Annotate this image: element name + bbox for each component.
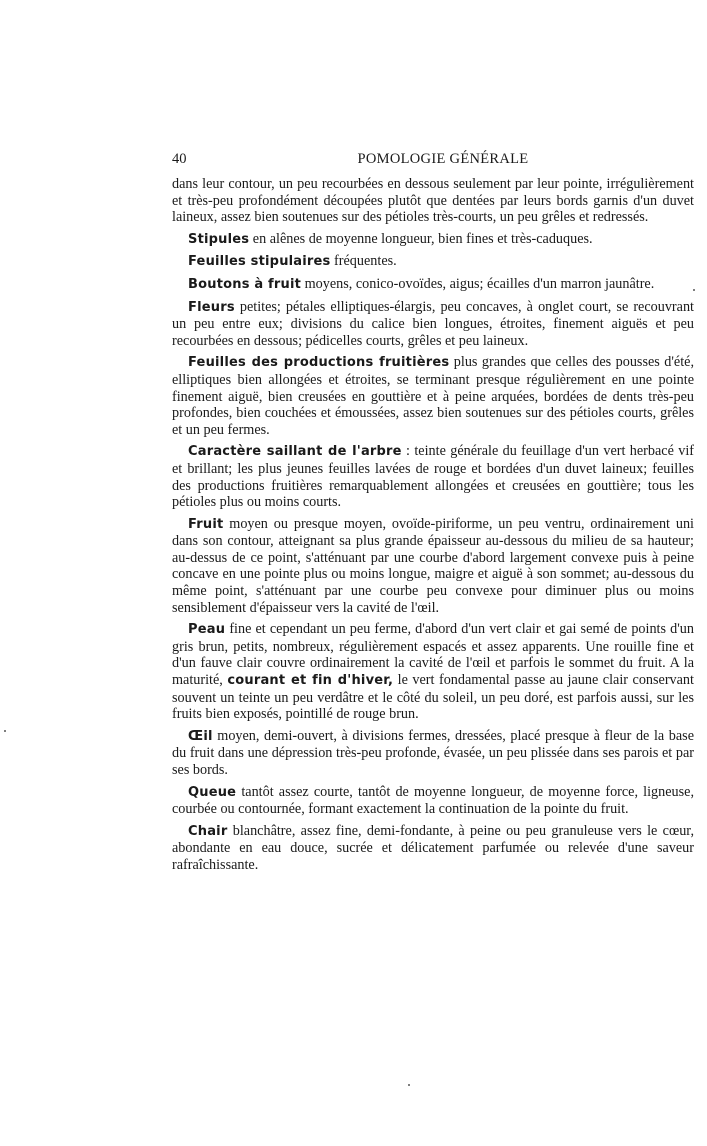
paragraph-fleurs (172, 299, 694, 350)
paragraph-text: dans leur contour, un peu recourbées en dessous seulement par leur pointe, irrégulièrement et très-peu profondément découpées plutôt que dentées par leurs bords garnis d'un duvet laineux, assez bien soutenues sur des pétioles très-courts, un peu grêles et redressés. (172, 176, 694, 226)
running-title: POMOLOGIE GÉNÉRALE (357, 151, 529, 167)
print-speck (693, 289, 695, 291)
term-chair: Chair (188, 823, 228, 839)
term-fleurs: Fleurs (188, 299, 235, 315)
term-feuilles-stipulaires: Feuilles stipulaires (188, 254, 331, 270)
paragraph-caractere (172, 443, 694, 510)
paragraph-text: fréquentes. (330, 253, 397, 270)
page-number: 40 (172, 151, 187, 167)
term-fruit: Fruit (188, 516, 224, 532)
paragraph-feuilles-productions (172, 354, 694, 438)
paragraph-chair (172, 823, 694, 874)
paragraph-text: moyen ou presque moyen, ovoïde-piriforme, un peu ventru, ordinairement uni dans son contour, atteignant sa plus grande épaisseur au-dessous du milieu de sa hauteur; au-dessus de ce point, s'atténuant par une courbe d'abord largement convexe puis à peine concave en une pointe plus ou moins longue, maigre et aiguë à son sommet; au-dessous du même point, s'atténuant par une courbe peu convexe pour diminuer plus ou moins sensiblement d'épaisseur vers la cavité de l'œil. (172, 515, 694, 616)
paragraph-peau (172, 621, 694, 723)
term-peau: Peau (188, 622, 226, 638)
paragraph-fruit (172, 516, 694, 617)
paragraph-boutons-a-fruit (172, 276, 694, 294)
term-queue: Queue (188, 784, 237, 800)
paragraph-text: moyens, conico-ovoïdes, aigus; écailles d'un marron jaunâtre. (301, 275, 655, 292)
paragraph-queue (172, 784, 694, 818)
paragraph-text: le vert fondamental passe au jaune clair conservant souvent un teinte un peu verdâtre et le côté du soleil, un peu doré, est parfois aussi, sur les fruits bien exposés, pointillé de rouge brun. (172, 672, 694, 723)
term-maturite: courant et fin d'hiver, (227, 673, 394, 689)
paragraph-text: tantôt assez courte, tantôt de moyenne longueur, de moyenne force, ligneuse, courbée ou contournée, formant exactement la continuation de la pointe du fruit. (172, 783, 694, 818)
term-caractere: Caractère saillant de l'arbre (188, 444, 402, 460)
print-speck (408, 1084, 410, 1086)
paragraph-stipules (172, 231, 694, 249)
paragraph-text: moyen, demi-ouvert, à divisions fermes, dressées, placé presque à fleur de la base du fruit dans une dépression très-peu profonde, évasée, un peu plissée dans ses parois et par ses bords. (172, 727, 694, 778)
paragraph-text: petites; pétales elliptiques-élargis, peu concaves, à onglet court, se recouvrant un peu entre eux; divisions du calice bien longues, étroites, finement aiguës et peu recourbées en dessous; pédicelles courts, grêles et peu laineux. (172, 298, 694, 349)
paragraph-text: : teinte générale du feuillage d'un vert herbacé vif et brillant; les plus jeunes feuilles lavées de rouge et bordées d'un duvet laineux; feuilles des productions fruitières remarquablement allongées et creusées en gouttière; tous les pétioles plus ou moins courts. (172, 443, 694, 511)
paragraph-text: plus grandes que celles des pousses d'été, elliptiques bien allongées et étroites, se terminant presque régulièrement en une pointe finement aiguë, bien creusées en gouttière et à peine arquées, bordées de dents très-peu profondes, bien couchées et émoussées, assez bien soutenues sur des pétioles courts, grêles et un peu fermes. (172, 354, 695, 438)
term-feuilles-productions: Feuilles des productions fruitières (188, 355, 450, 371)
print-speck (4, 730, 6, 732)
paragraph-text: fine et cependant un peu ferme, d'abord d'un vert clair et gai semé de points d'un gris brun, petits, nombreux, régulièrement espacés et assez apparents. Une rouille fine et d'un fauve clair couvre ordinairement la cavité de l'œil et parfois le sommet du fruit. A la maturité, (172, 621, 694, 689)
term-boutons-a-fruit: Boutons à fruit (188, 276, 302, 292)
term-oeil: Œil (188, 728, 213, 744)
paragraph-feuilles-stipulaires (172, 253, 694, 271)
term-stipules: Stipules (188, 231, 250, 247)
page-header (172, 151, 694, 169)
paragraph-text: blanchâtre, assez fine, demi-fondante, à peine ou peu granuleuse vers le cœur, abondante en eau douce, sucrée et délicatement parfumée ou relevée d'une saveur rafraîchissante. (172, 822, 694, 873)
paragraph-text: en alênes de moyenne longueur, bien fines et très-caduques. (249, 230, 593, 247)
paragraph-oeil (172, 728, 694, 779)
book-page (172, 151, 694, 874)
paragraph-continuation (172, 176, 694, 226)
